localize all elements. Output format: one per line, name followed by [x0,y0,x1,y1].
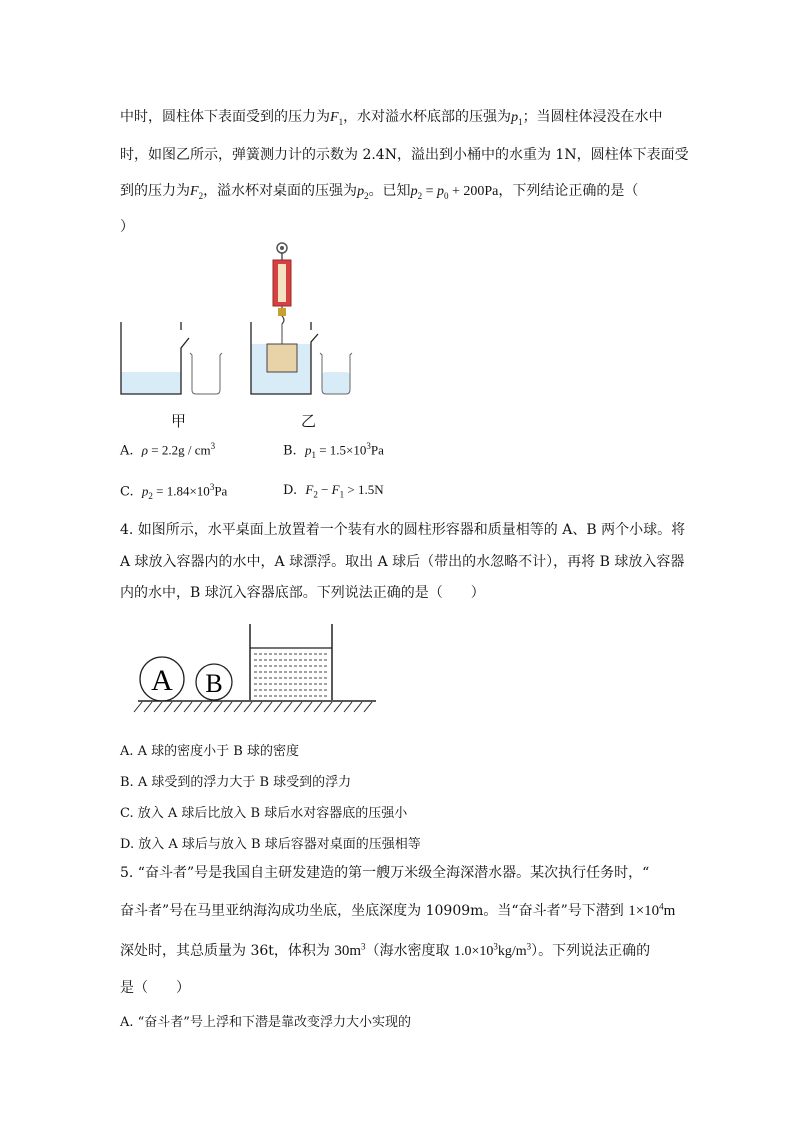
ball-b [196,664,232,700]
q4-option-c[interactable]: C. 放入 A 球后比放入 B 球后水对容器底的压强小 [120,806,408,821]
container-with-water [250,624,332,700]
q4-line-3: 内的水中，B 球沉入容器底部。下列说法正确的是（ ） [120,585,485,601]
q5-line-2: 奋斗者”号在马里亚纳海沟成功坐底，坐底深度为 10909m。当“奋斗者”号下潜到 $1\times 10^4m$ [120,901,676,919]
q4-line-1: 4. 如图所示，水平桌面上放置着一个装有水的圆柱形容器和质量相等的 A、B 两个小球。将 [120,522,686,538]
q3-line-2: 时，如图乙所示，弹簧测力计的示数为 2.4N，溢出到小桶中的水重为 1N，圆柱体下表面受 [120,147,689,163]
q3-line-1: 中时，圆柱体下表面受到的压力为$F_1$，水对溢水杯底部的压强为$p_1$；当圆柱体浸没在水中 [120,109,663,127]
q4-option-b[interactable]: B. A 球受到的浮力大于 B 球受到的浮力 [120,775,352,790]
q3-line-3: 到的压力为$F_2$，溢水杯对桌面的压强为$p_2$。已知$p_2 = p_0 + 200Pa$，下列结论正确的是（ [120,183,639,201]
overflow-cup-jia [121,322,189,394]
q5-line-1: 5. “奋斗者”号是我国自主研发建造的第一艘万米级全海深潜水器。某次执行任务时，“ [120,865,650,881]
q4-option-a[interactable]: A. A 球的密度小于 B 球的密度 [120,744,299,759]
spring-scale [273,243,291,344]
small-bucket-jia [190,353,222,394]
figure-label-yi: 乙 [301,412,317,430]
ball-a-label: A [151,664,173,697]
ball-a [140,657,184,701]
q4-figure [130,618,380,718]
q5-line-4: 是（ ） [120,980,190,996]
table-surface [134,701,376,712]
ball-b-label: B [205,669,223,698]
q4-option-d[interactable]: D. 放入 A 球后与放入 B 球后容器对桌面的压强相等 [120,837,421,852]
overflow-cup-yi [251,322,318,394]
q3-line-4: ） [120,219,134,235]
q5-option-a[interactable]: A. “奋斗者”号上浮和下潜是靠改变浮力大小实现的 [120,1015,411,1030]
q3-option-a[interactable]: A. $\rho = 2.2g / cm^3$ [120,441,216,459]
figure-label-jia: 甲 [171,412,187,430]
q3-option-c[interactable]: C. $p_2 = 1.84\times 10^3Pa$ [120,482,228,501]
q3-option-d[interactable]: D. $F_2 - F_1 > 1.5N$ [283,482,384,500]
q4-line-2: A 球放入容器内的水中，A 球漂浮。取出 A 球后（带出的水忽略不计），再将 B 球放入容器 [120,554,685,570]
small-bucket-yi [320,353,352,394]
q5-line-3: 深处时，其总质量为 36t，体积为 $30m^3$（海水密度取 $1.0\times 10^3kg/m^3$）。下列说法正确的 [120,941,651,959]
q3-option-b[interactable]: B. $p_1 = 1.5\times 10^3Pa$ [283,441,384,460]
q3-figure [110,238,370,400]
